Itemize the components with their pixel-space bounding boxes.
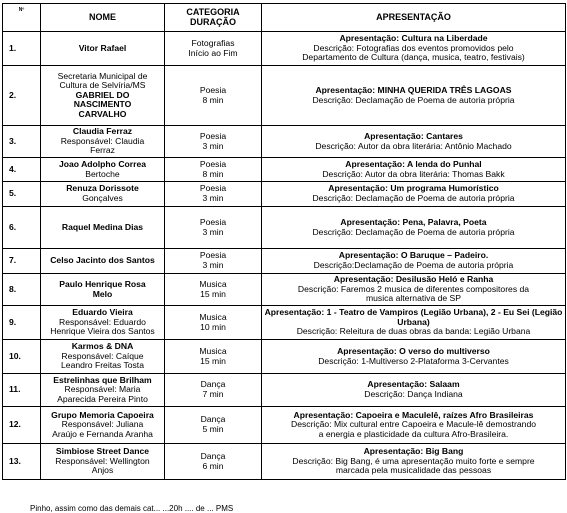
presentation-title: Apresentação: 1 - Teatro de Vampiros (Legião Urbana), 2 - Eu Sei (Legião Urbana) <box>264 307 563 327</box>
category-label: Poesia <box>199 84 227 95</box>
header-num: Nº <box>3 4 41 32</box>
name-line: Paulo Henrique Rosa <box>59 278 146 289</box>
category-label: Poesia <box>199 183 227 194</box>
row-number: 12. <box>3 407 41 444</box>
category-cell <box>165 306 262 340</box>
category-label: Musica <box>199 311 227 322</box>
name-cell <box>41 182 165 207</box>
name-line: GABRIEL DO <box>75 89 130 100</box>
presentation-cell <box>262 207 566 249</box>
duration-label: 8 min <box>202 168 224 179</box>
presentation-description: a energia e plasticidade da cultura Afro-Brasileira. <box>318 428 509 439</box>
name-line: Responsável: Maria <box>64 384 141 395</box>
footer-text: Pinho, assim como das demais cat... ...20h .... de ... PMS <box>30 504 234 513</box>
category-cell <box>165 340 262 374</box>
name-cell <box>41 407 165 444</box>
table-row <box>3 444 566 480</box>
presentation-description: Descrição: Declamação de Poema de autoria própria <box>312 193 515 203</box>
presentation-description: Descrição: Big Bang, é uma apresentação muito forte e sempre <box>292 455 535 466</box>
row-number: 13. <box>3 444 41 480</box>
name-line: Estrelinhas que Brilham <box>53 374 152 385</box>
presentation-description: Descrição: Autor da obra literária: Antônio Machado <box>315 140 512 151</box>
presentation-title: Apresentação: Desilusão Heló e Ranha <box>333 274 494 285</box>
presentation-cell <box>262 374 566 407</box>
presentation-description: Descrição: Releitura de duas obras da banda: Legião Urbana <box>296 326 531 337</box>
name-line: Henrique Vieira dos Santos <box>50 326 155 337</box>
table-row <box>3 207 566 249</box>
duration-label: 3 min <box>202 193 224 203</box>
category-cell <box>165 182 262 207</box>
row-number: 2. <box>3 66 41 126</box>
presentation-description: Descrição: Mix cultural entre Capoeira e Macule-lê demostrando <box>290 419 537 430</box>
duration-label: Início ao Fim <box>188 47 238 58</box>
row-number: 6. <box>3 207 41 249</box>
table-row <box>3 306 566 340</box>
name-line: CARVALHO <box>78 108 127 119</box>
presentation-title: Apresentação: Cultura na Liberdade <box>339 33 488 44</box>
presentation-title: Apresentação: Cantares <box>364 130 463 141</box>
header-nome: NOME <box>41 4 165 32</box>
name-line: Responsável: Claudia <box>60 135 145 146</box>
name-cell <box>41 249 165 274</box>
category-label: Dança <box>200 450 226 461</box>
presentation-description: Descrição: 1-Multiverso 2-Plataforma 3-Cervantes <box>318 355 509 366</box>
presentation-description: Descrição: Declamação de Poema de autoria própria <box>312 226 515 237</box>
presentation-description: Descrição: Fotografias dos eventos promovidos pelo <box>313 42 514 53</box>
presentation-cell <box>262 66 566 126</box>
header-categoria-label: CATEGORIA <box>186 6 240 17</box>
name-line: Claudia Ferraz <box>72 126 133 137</box>
duration-label: 3 min <box>202 226 224 237</box>
duration-label: 7 min <box>202 389 224 399</box>
duration-label: 8 min <box>202 94 224 105</box>
name-line: Vitor Rafael <box>78 42 127 53</box>
name-line: Araújo e Fernanda Aranha <box>52 428 153 439</box>
table-row <box>3 126 566 158</box>
name-cell <box>41 306 165 340</box>
category-cell <box>165 274 262 306</box>
duration-label: 3 min <box>202 140 224 151</box>
table-body <box>3 32 566 480</box>
name-cell <box>41 207 165 249</box>
name-line: Cultura de Selvíria/MS <box>59 80 146 91</box>
category-cell <box>165 249 262 274</box>
presentation-cell <box>262 126 566 158</box>
name-line: NASCIMENTO <box>73 99 132 110</box>
presentation-description: musica alternativa de SP <box>365 293 462 304</box>
name-cell <box>41 66 165 126</box>
name-cell <box>41 158 165 182</box>
presentation-title: Apresentação: O verso do multiverso <box>337 345 490 356</box>
row-number: 10. <box>3 340 41 374</box>
presentation-cell <box>262 274 566 306</box>
category-cell <box>165 32 262 66</box>
duration-label: 15 min <box>200 288 226 299</box>
header-row <box>3 4 566 32</box>
name-line: Secretaria Municipal de <box>57 70 148 81</box>
row-number: 4. <box>3 158 41 182</box>
name-line: Responsável: Eduardo <box>59 316 146 327</box>
name-cell <box>41 444 165 480</box>
table-row <box>3 407 566 444</box>
presentation-description: Descrição:Declamação de Poema de autoria própria <box>313 260 514 270</box>
table-row <box>3 158 566 182</box>
category-label: Fotografias <box>191 37 235 48</box>
row-number: 8. <box>3 274 41 306</box>
category-label: Poesia <box>199 216 227 227</box>
name-line: Gonçalves <box>82 193 123 203</box>
name-line: Karmos & DNA <box>71 341 134 352</box>
presentation-title: Apresentação: Um programa Humorístico <box>328 183 499 194</box>
name-line: Ferraz <box>90 145 115 156</box>
table-row <box>3 182 566 207</box>
presentation-title: Apresentação: Salaam <box>367 379 460 390</box>
duration-label: 6 min <box>202 460 224 471</box>
name-line: Responsável: Wellington <box>55 455 150 466</box>
presentation-cell <box>262 32 566 66</box>
table-row <box>3 340 566 374</box>
presentation-description: Descrição: Faremos 2 musica de diferentes compositores da <box>297 283 530 294</box>
name-line: Eduardo Vieira <box>72 307 133 318</box>
name-line: Celso Jacinto dos Santos <box>50 255 155 266</box>
row-number: 5. <box>3 182 41 207</box>
category-cell <box>165 407 262 444</box>
table-row <box>3 32 566 66</box>
name-cell <box>41 274 165 306</box>
name-line: Grupo Memoria Capoeira <box>51 409 154 420</box>
duration-label: 5 min <box>202 424 224 434</box>
presentation-description: Descrição: Autor da obra literária: Thomas Bakk <box>322 168 505 179</box>
presentation-cell <box>262 249 566 274</box>
presentation-title: Apresentação: Big Bang <box>363 446 464 457</box>
header-duracao-label: DURAÇÃO <box>190 16 236 27</box>
presentation-cell <box>262 182 566 207</box>
table-row <box>3 249 566 274</box>
duration-label: 15 min <box>200 355 226 366</box>
name-line: Melo <box>92 288 113 299</box>
category-cell <box>165 126 262 158</box>
category-cell <box>165 207 262 249</box>
name-line: Joao Adolpho Correa <box>58 158 147 169</box>
name-line: Bertoche <box>85 168 120 179</box>
schedule-table <box>2 3 566 480</box>
category-label: Poesia <box>199 250 227 261</box>
header-apresentacao: APRESENTAÇÃO <box>262 4 566 32</box>
presentation-description: marcada pela musicalidade das pessoas <box>335 465 492 476</box>
presentation-description: Departamento de Cultura (dança, musica, teatro, festivais) <box>302 52 525 63</box>
category-cell <box>165 374 262 407</box>
row-number: 9. <box>3 306 41 340</box>
presentation-cell <box>262 340 566 374</box>
category-label: Poesia <box>199 130 227 141</box>
presentation-title: Apresentação: Capoeira e Maculelê, raízes Afro Brasileiras <box>293 409 534 420</box>
presentation-description: Descrição: Declamação de Poema de autoria própria <box>312 94 515 105</box>
name-cell <box>41 126 165 158</box>
name-line: Raquel Medina Dias <box>61 221 144 232</box>
category-cell <box>165 66 262 126</box>
row-number: 1. <box>3 32 41 66</box>
name-line: Renuza Dorissote <box>66 183 139 194</box>
name-cell <box>41 374 165 407</box>
row-number: 11. <box>3 374 41 407</box>
table-row <box>3 374 566 407</box>
presentation-cell <box>262 158 566 182</box>
presentation-cell <box>262 407 566 444</box>
category-label: Dança <box>200 379 226 390</box>
row-number: 7. <box>3 249 41 274</box>
presentation-description: Descrição: Dança Indiana <box>364 389 463 399</box>
category-label: Musica <box>199 345 227 356</box>
name-line: Leandro Freitas Tosta <box>61 360 144 371</box>
header-categoria <box>165 4 262 32</box>
duration-label: 10 min <box>200 321 226 332</box>
duration-label: 3 min <box>202 260 224 270</box>
presentation-cell <box>262 306 566 340</box>
name-line: Responsável: Juliana <box>61 419 144 430</box>
presentation-cell <box>262 444 566 480</box>
name-line: Aparecida Pereira Pinto <box>57 393 148 404</box>
category-cell <box>165 158 262 182</box>
name-line: Anjos <box>91 465 114 476</box>
presentation-title: Apresentação: O Baruque – Padeiro. <box>338 250 489 261</box>
row-number: 3. <box>3 126 41 158</box>
category-label: Musica <box>199 278 227 289</box>
name-line: Responsável: Caíque <box>61 350 144 361</box>
name-cell <box>41 340 165 374</box>
presentation-title: Apresentação: Pena, Palavra, Poeta <box>340 216 487 227</box>
category-cell <box>165 444 262 480</box>
presentation-title: Apresentação: MINHA QUERIDA TRÊS LAGOAS <box>315 84 512 95</box>
category-label: Dança <box>200 414 226 425</box>
name-line: Simbiose Street Dance <box>55 446 150 457</box>
category-label: Poesia <box>199 158 227 169</box>
table-row <box>3 274 566 306</box>
table-row <box>3 66 566 126</box>
presentation-title: Apresentação: A lenda do Punhal <box>345 158 482 169</box>
name-cell <box>41 32 165 66</box>
